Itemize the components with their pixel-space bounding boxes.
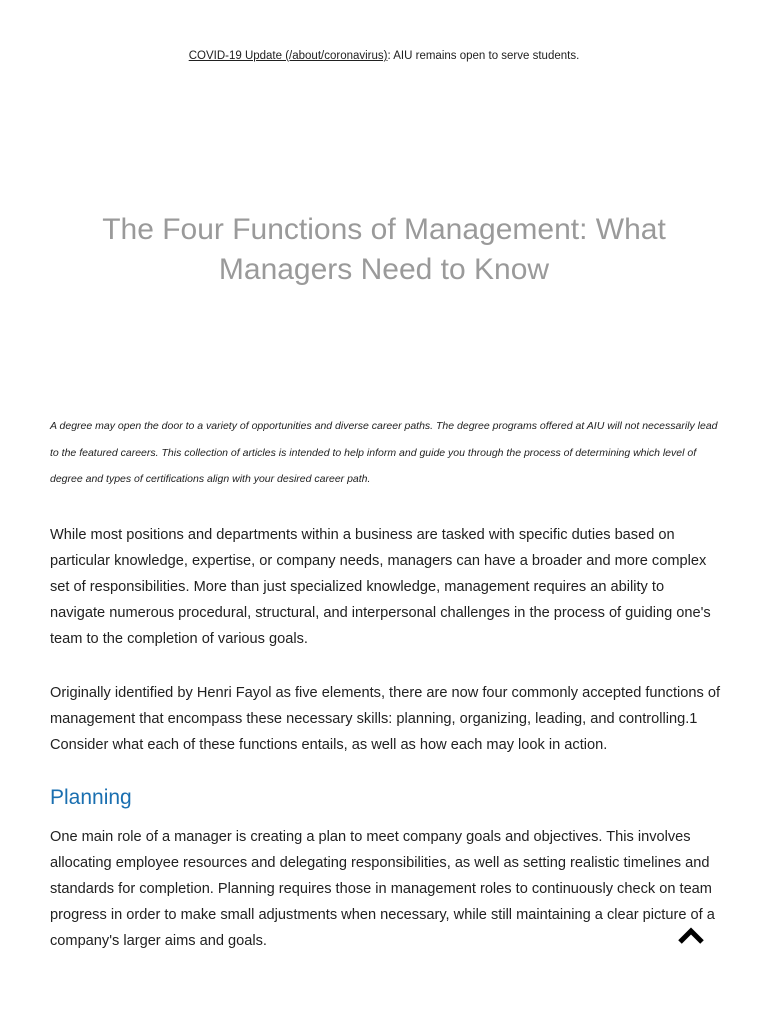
chevron-up-icon <box>677 926 705 946</box>
planning-paragraph: One main role of a manager is creating a plan to meet company goals and objectives. This involves allocating employee resources and delegating responsibilities, as well as setting realistic timelines and standards for completion. Planning requires those in management roles to continuously check on team progress in order to make small adjustments when necessary, while still maintaining a clear picture of a company's larger aims and goals. <box>50 829 715 949</box>
back-to-top-button[interactable] <box>677 926 705 946</box>
page-title: The Four Functions of Management: What Managers Need to Know <box>102 213 666 286</box>
section-heading-planning: Planning <box>50 786 132 809</box>
covid-banner <box>0 50 768 62</box>
intro-paragraph: While most positions and departments within a business are tasked with specific duties based on particular knowledge, expertise, or company needs, managers can have a broader and more complex set of responsibilities. More than just specialized knowledge, management requires an ability to navigate numerous procedural, structural, and interpersonal challenges in the process of guiding one's team to the completion of various goals. <box>50 527 711 647</box>
covid-update-link[interactable]: COVID-19 Update (/about/coronavirus) <box>188 50 388 62</box>
functions-overview-paragraph: Originally identified by Henri Fayol as five elements, there are now four commonly accepted functions of management that encompass these necessary skills: planning, organizing, leading, and controlling.1 Consider what each of these functions entails, as well as how each may look in action. <box>50 685 721 753</box>
degree-disclaimer: A degree may open the door to a variety of opportunities and diverse career paths. The degree programs offered at AIU will not necessarily lead to the featured careers. This collection of articles is intended to help inform and guide you through the process of determining which level of degree and types of certifications align with your desired career path. <box>50 420 718 485</box>
covid-banner-message: : AIU remains open to serve students. <box>387 50 580 62</box>
